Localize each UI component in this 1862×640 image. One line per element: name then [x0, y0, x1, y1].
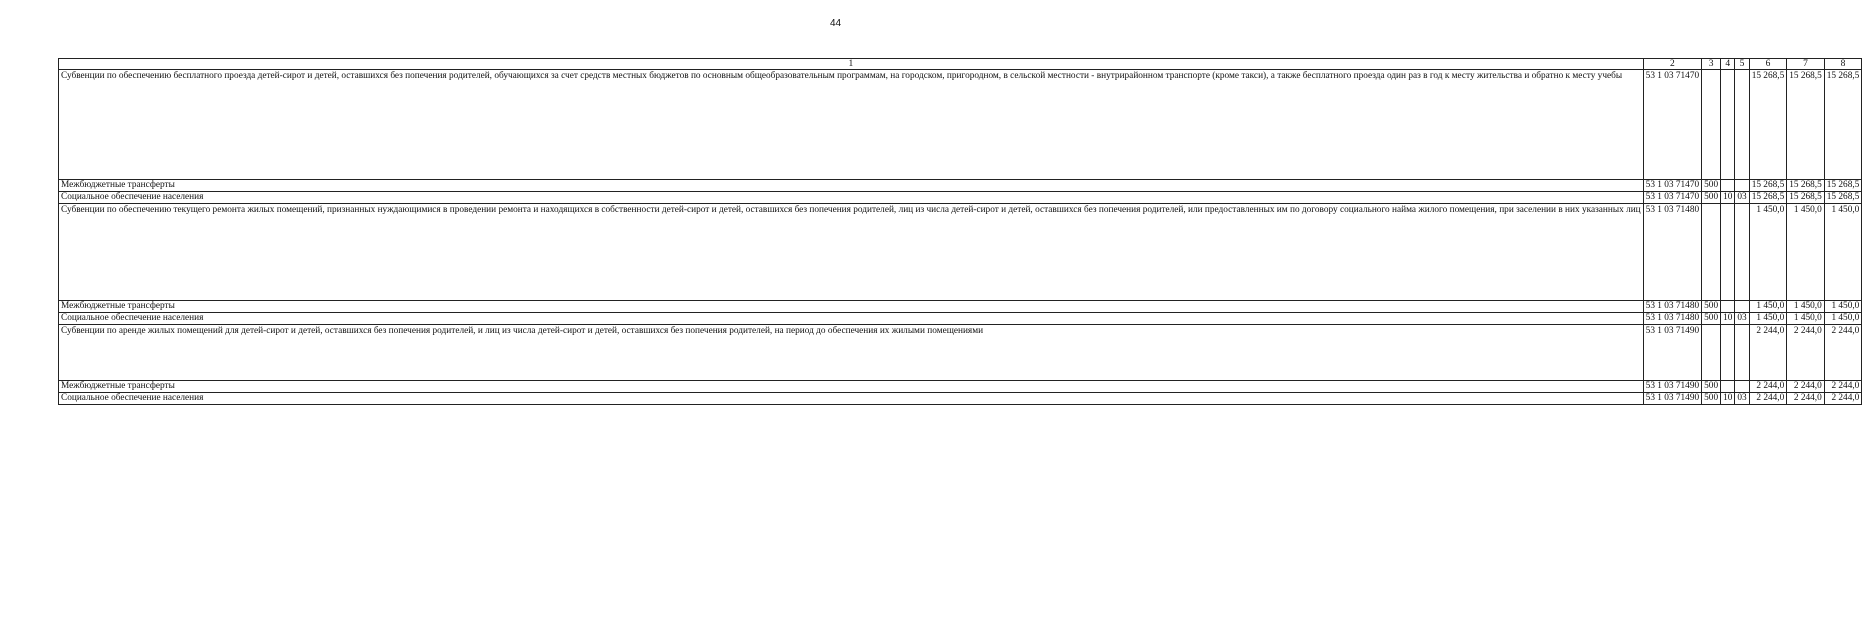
row-col-4 [1721, 180, 1735, 192]
row-value-7: 1 450,0 [1787, 313, 1825, 325]
row-code: 53 1 03 71470 [1643, 192, 1701, 204]
row-value-7: 1 450,0 [1787, 204, 1825, 301]
row-name: Субвенции по обеспечению бесплатного проезда детей-сирот и детей, оставшихся без попечения родителей, обучающихся за счет средств местных бюджетов по основным общеобразовательным программам, на городском, пригородном, в сельской местности - внутрирайонном транспорте (кроме такси), а также бесплатного проезда один раз в год к месту жительства и обратно к месту учебы [59, 70, 1644, 180]
row-value-8: 15 268,5 [1824, 70, 1862, 180]
row-code: 53 1 03 71490 [1643, 393, 1701, 405]
row-col-5: 03 [1735, 313, 1749, 325]
row-value-7: 2 244,0 [1787, 381, 1825, 393]
row-col-4 [1721, 325, 1735, 381]
row-value-7: 1 450,0 [1787, 301, 1825, 313]
row-code: 53 1 03 71490 [1643, 381, 1701, 393]
row-value-6: 2 244,0 [1749, 393, 1787, 405]
row-col-3: 500 [1702, 381, 1721, 393]
row-value-8: 1 450,0 [1824, 313, 1862, 325]
row-code: 53 1 03 71480 [1643, 313, 1701, 325]
row-col-4 [1721, 70, 1735, 180]
header-col-8: 8 [1824, 59, 1862, 70]
row-col-5 [1735, 381, 1749, 393]
row-col-3: 500 [1702, 313, 1721, 325]
row-value-6: 15 268,5 [1749, 192, 1787, 204]
row-code: 53 1 03 71480 [1643, 301, 1701, 313]
row-col-3 [1702, 325, 1721, 381]
header-col-7: 7 [1787, 59, 1825, 70]
row-col-5 [1735, 301, 1749, 313]
table-row [59, 204, 1862, 301]
row-value-7: 15 268,5 [1787, 180, 1825, 192]
table-row [59, 325, 1862, 381]
table-row [59, 192, 1862, 204]
row-name: Субвенции по аренде жилых помещений для детей-сирот и детей, оставшихся без попечения родителей, и лиц из числа детей-сирот и детей, оставшихся без попечения родителей, на период до обеспечения их жилыми помещениями [59, 325, 1644, 381]
row-value-6: 1 450,0 [1749, 313, 1787, 325]
row-value-7: 2 244,0 [1787, 393, 1825, 405]
row-name: Межбюджетные трансферты [59, 301, 1644, 313]
row-name: Субвенции по обеспечению текущего ремонта жилых помещений, признанных нуждающимися в проведении ремонта и находящихся в собственности детей-сирот и детей, оставшихся без попечения родителей, лиц из числа детей-сирот и детей, оставшихся без попечения родителей, или предоставленных им по договору социального найма жилого помещения, при заселении в них указанных лиц [59, 204, 1644, 301]
row-value-8: 1 450,0 [1824, 301, 1862, 313]
header-row [59, 59, 1862, 70]
row-col-3 [1702, 204, 1721, 301]
row-value-6: 2 244,0 [1749, 381, 1787, 393]
page-number: 44 [830, 18, 842, 29]
table-row [59, 313, 1862, 325]
row-col-4: 10 [1721, 192, 1735, 204]
row-name: Социальное обеспечение населения [59, 192, 1644, 204]
row-col-4: 10 [1721, 313, 1735, 325]
row-col-5 [1735, 325, 1749, 381]
row-col-5 [1735, 204, 1749, 301]
row-code: 53 1 03 71470 [1643, 180, 1701, 192]
row-value-8: 15 268,5 [1824, 180, 1862, 192]
table-row [59, 301, 1862, 313]
header-col-6: 6 [1749, 59, 1787, 70]
header-col-3: 3 [1702, 59, 1721, 70]
row-value-7: 15 268,5 [1787, 192, 1825, 204]
table-row [59, 180, 1862, 192]
header-col-4: 4 [1721, 59, 1735, 70]
row-col-4 [1721, 204, 1735, 301]
row-value-6: 2 244,0 [1749, 325, 1787, 381]
row-value-8: 2 244,0 [1824, 325, 1862, 381]
row-value-8: 1 450,0 [1824, 204, 1862, 301]
row-value-8: 2 244,0 [1824, 393, 1862, 405]
row-col-5: 03 [1735, 393, 1749, 405]
row-value-7: 2 244,0 [1787, 325, 1825, 381]
row-col-3: 500 [1702, 180, 1721, 192]
table-row [59, 381, 1862, 393]
header-col-5: 5 [1735, 59, 1749, 70]
row-name: Социальное обеспечение населения [59, 313, 1644, 325]
row-col-4: 10 [1721, 393, 1735, 405]
row-col-5: 03 [1735, 192, 1749, 204]
row-value-6: 1 450,0 [1749, 301, 1787, 313]
row-col-3: 500 [1702, 301, 1721, 313]
row-col-4 [1721, 301, 1735, 313]
row-value-8: 2 244,0 [1824, 381, 1862, 393]
row-col-3: 500 [1702, 192, 1721, 204]
row-col-5 [1735, 180, 1749, 192]
row-name: Межбюджетные трансферты [59, 180, 1644, 192]
header-col-1: 1 [59, 59, 1644, 70]
header-col-2: 2 [1643, 59, 1701, 70]
table-row [59, 70, 1862, 180]
row-col-4 [1721, 381, 1735, 393]
row-col-3: 500 [1702, 393, 1721, 405]
row-code: 53 1 03 71490 [1643, 325, 1701, 381]
row-code: 53 1 03 71470 [1643, 70, 1701, 180]
row-value-7: 15 268,5 [1787, 70, 1825, 180]
row-name: Межбюджетные трансферты [59, 381, 1644, 393]
table-row [59, 393, 1862, 405]
row-code: 53 1 03 71480 [1643, 204, 1701, 301]
row-value-6: 15 268,5 [1749, 70, 1787, 180]
row-value-8: 15 268,5 [1824, 192, 1862, 204]
row-name: Социальное обеспечение населения [59, 393, 1644, 405]
row-col-5 [1735, 70, 1749, 180]
row-col-3 [1702, 70, 1721, 180]
budget-table [58, 58, 1862, 405]
row-value-6: 15 268,5 [1749, 180, 1787, 192]
row-value-6: 1 450,0 [1749, 204, 1787, 301]
